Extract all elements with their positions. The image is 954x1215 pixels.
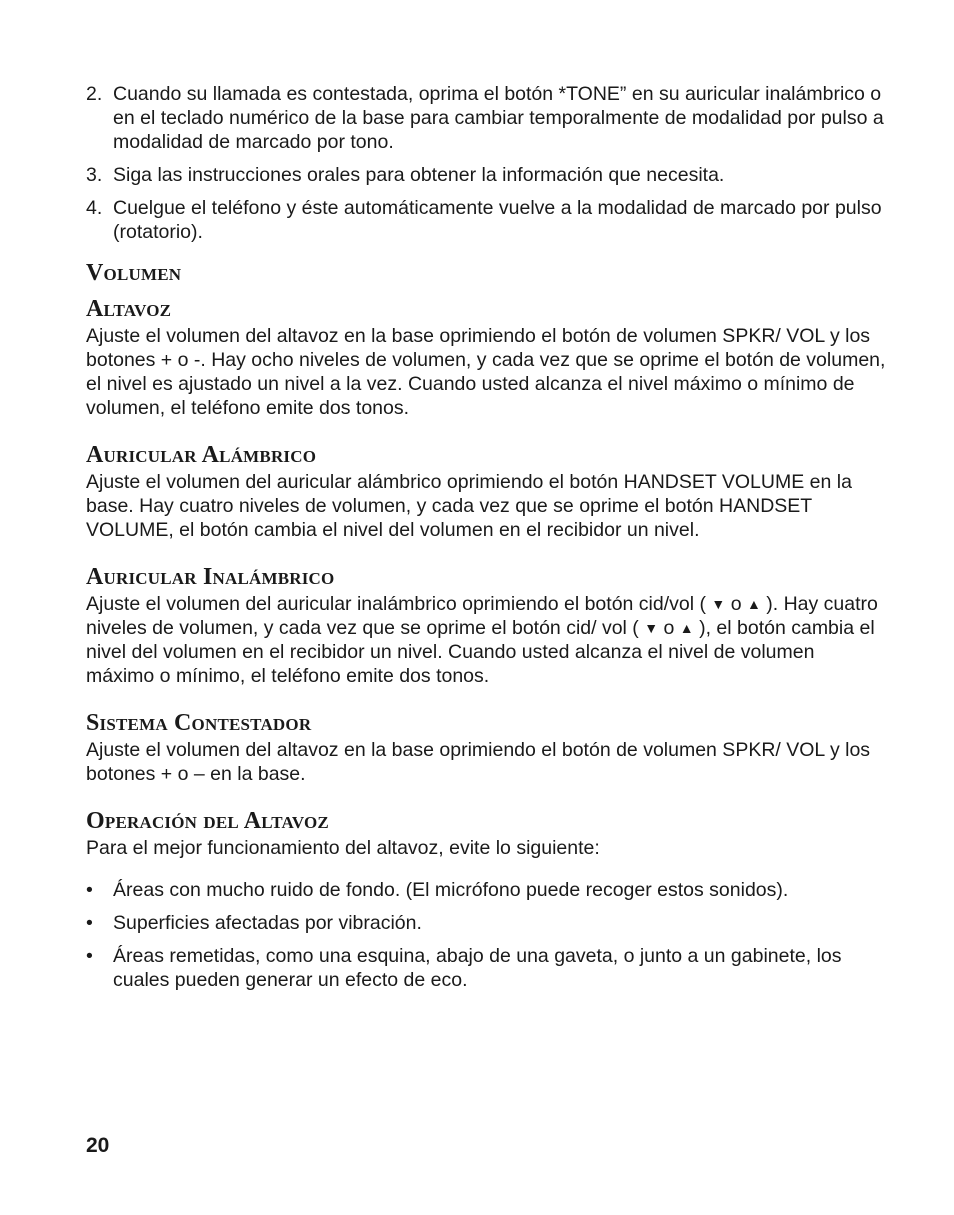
text-part: ). Hay cuatro niveles de volumen, y cada vez que se oprime el botón cid/ vol ( (86, 593, 878, 639)
paragraph-sistema-contestador: Ajuste el volumen del altavoz en la base oprimiendo el botón de volumen SPKR/ VOL y los botones + o – en la base. (86, 739, 871, 785)
paragraph-auricular-alambrico: Ajuste el volumen del auricular alámbrico oprimiendo el botón HANDSET VOLUME en la base. Hay cuatro niveles de volumen, y cada vez que se oprime el botón HANDSET VOLUME, el botón cambia el nivel del volumen en el recibidor un nivel. (86, 471, 852, 541)
manual-page (86, 82, 886, 1001)
step-text: Cuando su llamada es contestada, oprima el botón *TONE” en su auricular inalámbrico o en el teclado numérico de la base para cambiar temporalmente de modalidad por pulso a modalidad de marcado por tono. (113, 83, 884, 153)
subheading-auricular-alambrico: Auricular Alámbrico (86, 442, 317, 468)
bullet-dot-icon: • (86, 912, 93, 934)
text-or: o (663, 617, 675, 639)
page-number: 20 (86, 1134, 110, 1157)
step-2 (86, 82, 886, 154)
section-heading-volumen: Volumen (86, 260, 182, 286)
bullet-dot-icon: • (86, 945, 93, 967)
section-heading-operacion-altavoz: Operación del Altavoz (86, 808, 329, 834)
step-text: Cuelgue el teléfono y éste automáticamente vuelve a la modalidad de marcado por pulso (rotatorio). (113, 197, 882, 243)
text-or: o (730, 593, 742, 615)
list-item (86, 878, 886, 902)
triangle-up-icon: ▲ (746, 596, 761, 612)
subheading-sistema-contestador: Sistema Contestador (86, 710, 312, 736)
paragraph-altavoz: Ajuste el volumen del altavoz en la base oprimiendo el botón de volumen SPKR/ VOL y los botones + o -. Hay ocho niveles de volumen, y cada vez que se oprime el botón de volumen, el nivel es ajustado un nivel a la vez. Cuando usted alcanza el nivel máximo o mínimo de volumen, el teléfono emite dos tonos. (86, 325, 886, 419)
step-number: 2. (86, 83, 103, 105)
step-3 (86, 163, 886, 187)
list-item (86, 911, 886, 935)
list-item (86, 944, 886, 992)
bullet-list (86, 878, 886, 992)
triangle-down-icon: ▼ (711, 596, 726, 612)
bullet-dot-icon: • (86, 879, 93, 901)
triangle-up-icon: ▲ (679, 620, 694, 636)
paragraph-operacion-intro: Para el mejor funcionamiento del altavoz, evite lo siguiente: (86, 837, 600, 859)
list-item-text: Áreas con mucho ruido de fondo. (El micrófono puede recoger estos sonidos). (113, 879, 789, 901)
subheading-auricular-inalambrico: Auricular Inalámbrico (86, 564, 335, 590)
text-part: Ajuste el volumen del auricular inalámbrico oprimiendo el botón cid/vol ( (86, 593, 706, 615)
step-4 (86, 196, 886, 244)
triangle-down-icon: ▼ (644, 620, 659, 636)
step-text: Siga las instrucciones orales para obtener la información que necesita. (113, 164, 725, 186)
subheading-altavoz: Altavoz (86, 296, 172, 322)
step-number: 4. (86, 197, 103, 219)
step-number: 3. (86, 164, 103, 186)
text-part: ), el botón cambia el nivel del volumen en el recibidor un nivel. Cuando usted alcanza el nivel de volumen máximo o mínimo, el teléfono emite dos tonos. (86, 617, 875, 687)
list-item-text: Superficies afectadas por vibración. (113, 912, 422, 934)
list-item-text: Áreas remetidas, como una esquina, abajo de una gaveta, o junto a un gabinete, los cuales pueden generar un efecto de eco. (113, 945, 842, 991)
paragraph-auricular-inalambrico (86, 592, 886, 688)
